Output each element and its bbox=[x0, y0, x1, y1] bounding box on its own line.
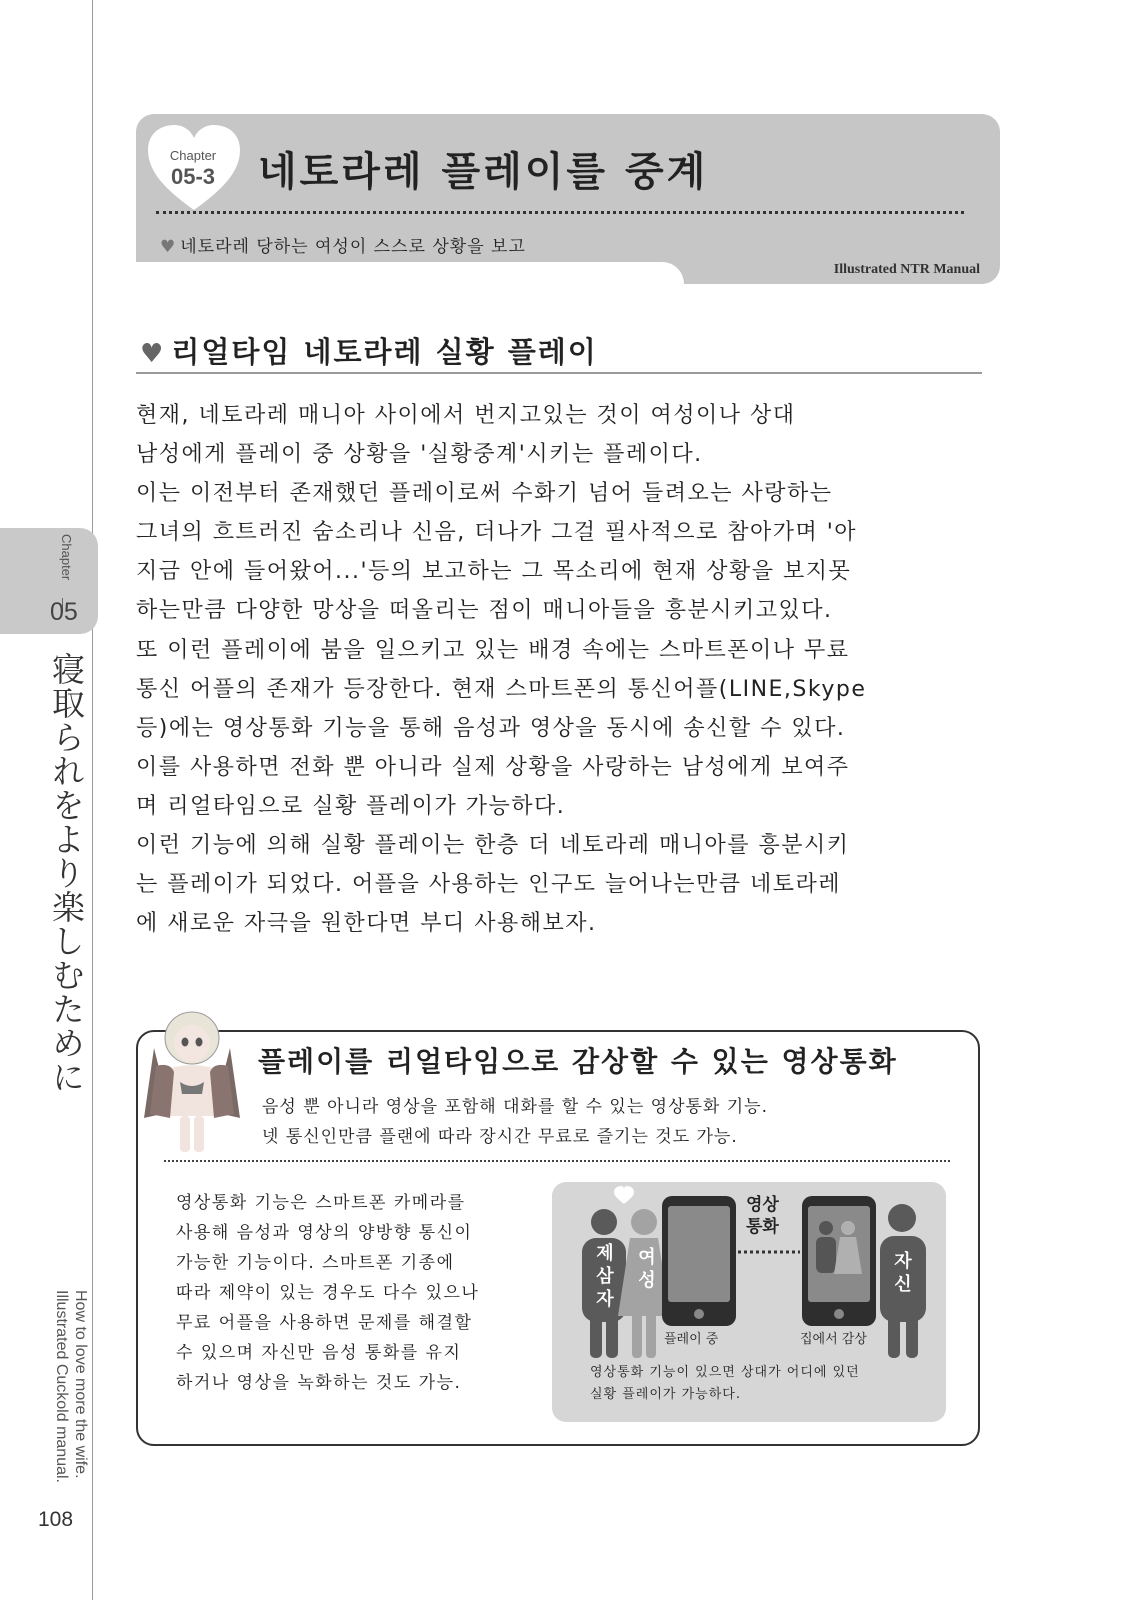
box-subtitle-line: 음성 뿐 아니라 영상을 포함해 대화를 할 수 있는 영상통화 기능. bbox=[262, 1097, 768, 1117]
third-party-label: 제 삼 자 bbox=[596, 1243, 614, 1310]
body-line: 는 플레이가 되었다. 어플을 사용하는 인구도 늘어나는만큼 네토라레 bbox=[136, 872, 842, 898]
heart-chapter-label: Chapter bbox=[169, 148, 217, 163]
chapter-title: 네토라레 플레이를 중계 bbox=[258, 149, 709, 195]
heart-chapter-number: 05-3 bbox=[170, 164, 216, 189]
illustration-caption bbox=[590, 1362, 860, 1406]
box-body-line: 무료 어플을 사용하면 문제를 해결할 bbox=[176, 1313, 473, 1333]
box-title: 플레이를 리얼타임으로 감상할 수 있는 영상통화 bbox=[258, 1045, 898, 1078]
side-chapter-label: Chapter bbox=[59, 534, 74, 581]
heart-icon bbox=[614, 1186, 634, 1204]
box-body-line: 가능한 기능이다. 스마트폰 기종에 bbox=[176, 1253, 455, 1273]
body-line: 그녀의 흐트러진 숨소리나 신음, 더나가 그걸 필사적으로 참아가며 '아 bbox=[136, 520, 858, 546]
page-number: 108 bbox=[38, 1508, 74, 1531]
video-call-label-line-2: 통화 bbox=[746, 1217, 779, 1237]
section-heading-text: 리얼타임 네토라레 실황 플레이 bbox=[171, 335, 598, 369]
header-dotted-divider bbox=[156, 211, 964, 214]
body-line: 이는 이전부터 존재했던 플레이로써 수화기 넘어 들려오는 사랑하는 bbox=[136, 481, 833, 507]
body-line: 지금 안에 들어왔어...'등의 보고하는 그 목소리에 현재 상황을 보지못 bbox=[136, 559, 852, 585]
body-line: 남성에게 플레이 중 상황을 '실황중계'시키는 플레이다. bbox=[136, 442, 703, 468]
body-line: 이런 기능에 의해 실황 플레이는 한층 더 네토라레 매니아를 흥분시키 bbox=[136, 833, 850, 859]
video-call-label bbox=[746, 1194, 779, 1238]
side-english-title bbox=[46, 1290, 90, 1500]
left-phone-label: 플레이 중 bbox=[664, 1332, 719, 1347]
side-english-line-1: How to love more the wife. bbox=[72, 1290, 89, 1479]
section-heading bbox=[140, 330, 598, 371]
header-notch bbox=[136, 262, 684, 288]
body-line: 또 이런 플레이에 붐을 일으키고 있는 배경 속에는 스마트폰이나 무료 bbox=[136, 637, 850, 663]
side-japanese-title: 寝取られをより楽しむために bbox=[47, 652, 86, 1094]
body-line: 에 새로운 자극을 원한다면 부디 사용해보자. bbox=[136, 911, 597, 937]
section-underline bbox=[136, 372, 982, 374]
box-body-line: 수 있으며 자신만 음성 통화를 유지 bbox=[176, 1343, 462, 1363]
side-chapter-number: 05 bbox=[50, 598, 78, 626]
box-body-line: 하거나 영상을 녹화하는 것도 가능. bbox=[176, 1373, 462, 1393]
body-line: 이를 사용하면 전화 뿐 아니라 실제 상황을 사랑하는 남성에게 보여주 bbox=[136, 754, 850, 780]
woman-label: 여 성 bbox=[638, 1247, 656, 1291]
box-body-line: 영상통화 기능은 스마트폰 카메라를 bbox=[176, 1193, 466, 1213]
video-call-label-line-1: 영상 bbox=[746, 1195, 779, 1215]
side-english-line-2: Illustrated Cuckold manual. bbox=[53, 1290, 70, 1483]
small-heart-icon: ♥ bbox=[160, 237, 177, 257]
heading-heart-icon: ♥ bbox=[140, 339, 166, 369]
body-line: 통신 어플의 존재가 등장한다. 현재 스마트폰의 통신어플(LINE,Skype bbox=[136, 676, 867, 702]
body-paragraph bbox=[136, 396, 986, 943]
illustration-caption-line-1: 영상통화 기능이 있으면 상대가 어디에 있던 bbox=[590, 1365, 860, 1380]
chapter-side-tab bbox=[0, 528, 98, 634]
box-body bbox=[176, 1188, 546, 1398]
body-line: 며 리얼타임으로 실황 플레이가 가능하다. bbox=[136, 793, 566, 819]
illustration-caption-line-2: 실황 플레이가 가능하다. bbox=[590, 1387, 741, 1402]
self-label: 자 신 bbox=[894, 1251, 912, 1295]
body-line: 등)에는 영상통화 기능을 통해 음성과 영상을 동시에 송신할 수 있다. bbox=[136, 715, 846, 741]
box-body-line: 사용해 음성과 영상의 양방향 통신이 bbox=[176, 1223, 473, 1243]
chapter-subtitle bbox=[160, 232, 526, 257]
box-subtitle-line: 넷 통신인만큼 플랜에 따라 장시간 무료로 즐기는 것도 가능. bbox=[262, 1127, 738, 1147]
margin-divider bbox=[92, 0, 93, 1600]
chapter-subtitle-text: 네토라레 당하는 여성이 스스로 상황을 보고 bbox=[180, 237, 526, 257]
character-illustration bbox=[140, 1008, 244, 1158]
right-phone-label: 집에서 감상 bbox=[800, 1332, 867, 1347]
body-line: 현재, 네토라레 매니아 사이에서 번지고있는 것이 여성이나 상대 bbox=[136, 403, 796, 428]
box-dotted-divider bbox=[164, 1160, 950, 1162]
box-subtitle bbox=[262, 1092, 768, 1152]
box-body-line: 따라 제약이 있는 경우도 다수 있으나 bbox=[176, 1283, 480, 1303]
body-line: 하는만큼 다양한 망상을 떠올리는 점이 매니아들을 흥분시키고있다. bbox=[136, 598, 833, 624]
brand-label: Illustrated NTR Manual bbox=[833, 262, 980, 277]
